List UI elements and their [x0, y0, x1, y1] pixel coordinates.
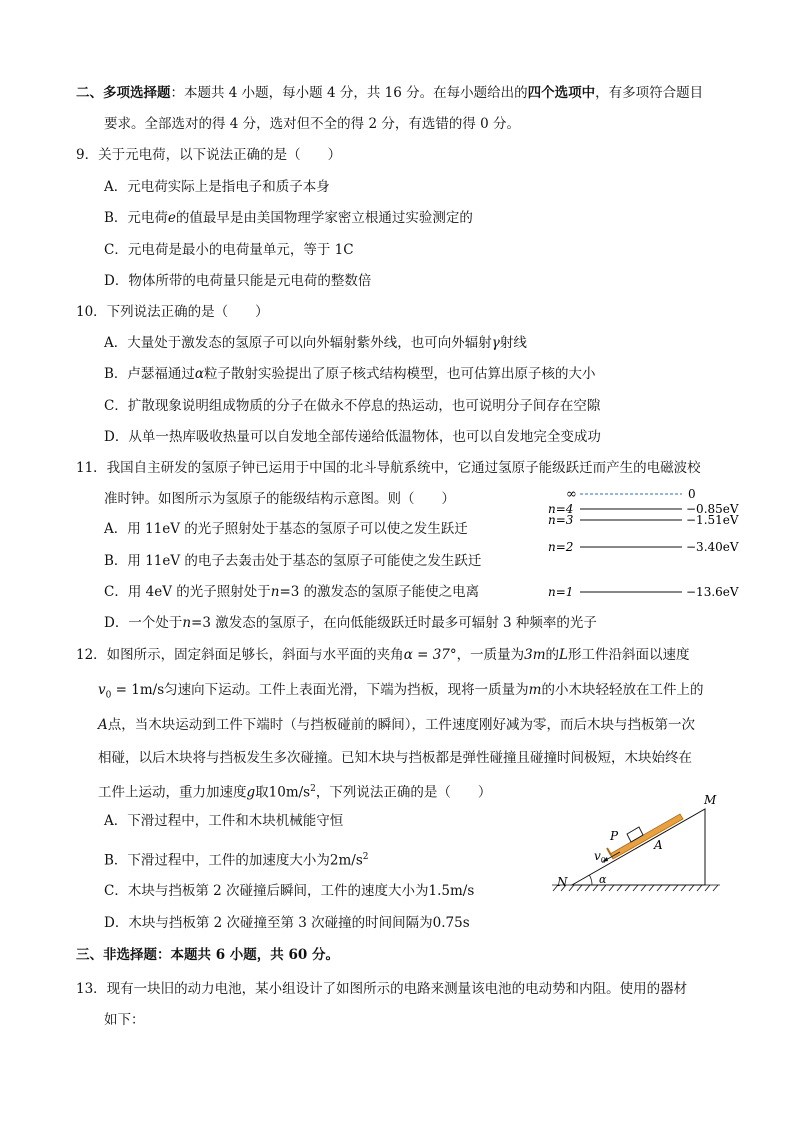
q12-stem-line3: A点，当木块运动到工件下端时（与挡板碰前的瞬间），工件速度刚好减为零，而后木块与挡板第一次	[98, 717, 695, 733]
level-n4-label: n=4	[548, 502, 574, 516]
infinity-label: ∞	[566, 487, 577, 502]
level-n1-label: n=1	[548, 585, 574, 599]
section2-heading: 二、多项选择题：本题共 4 小题，每小题 4 分，共 16 分。在每小题给出的四个选项中，有多项符合题目	[76, 85, 704, 101]
infinity-value: 0	[688, 487, 696, 501]
q13-stem-line2: 如下：	[104, 1012, 145, 1028]
q12-option-a: A．下滑过程中，工件和木块机械能守恒	[104, 813, 344, 829]
q9-option-a: A．元电荷实际上是指电子和质子本身	[104, 179, 330, 195]
level-n3-label: n=3	[548, 513, 574, 527]
q11-stem-line2: 准时钟。如图所示为氢原子的能级结构示意图。则（ ）	[104, 491, 455, 507]
q11-stem-line1: 11．我国自主研发的氢原子钟已运用于中国的北斗导航系统中，它通过氢原子能级跃迁而产生的电磁波校	[76, 460, 701, 476]
q12-stem-line1: 12．如图所示，固定斜面足够长，斜面与水平面的夹角α = 37°，一质量为3m的L形工件沿斜面以速度	[76, 647, 690, 663]
label-alpha: α	[599, 873, 607, 886]
q10-option-a: A．大量处于激发态的氢原子可以向外辐射紫外线，也可向外辐射γ射线	[104, 335, 527, 351]
q11-option-d: D．一个处于n=3 激发态的氢原子，在向低能级跃迁时最多可辐射 3 种频率的光子	[104, 615, 597, 631]
q11-option-a: A．用 11eV 的光子照射处于基态的氢原子可以使之发生跃迁	[104, 521, 468, 537]
label-P: P	[610, 829, 619, 843]
q12-stem-line4: 相碰，以后木块将与挡板发生多次碰撞。已知木块与挡板都是弹性碰撞且碰撞时间极短，木块始终在	[98, 750, 692, 766]
q12-stem-line2: $v_0 = 1m/s$匀速向下运动。工件上表面光滑，下端为挡板，现将一质量为m的小木块轻轻放在工件上的	[98, 682, 704, 701]
incline-diagram	[548, 792, 728, 900]
q9-option-b: B．元电荷e的值最早是由美国物理学家密立根通过实验测定的	[104, 210, 473, 226]
energy-level-diagram	[540, 484, 750, 604]
label-N: N	[557, 875, 568, 889]
q12-option-d: D．木块与挡板第 2 次碰撞至第 3 次碰撞的时间间隔为0.75s	[104, 915, 470, 931]
incline-slope	[572, 809, 705, 885]
label-v0: $v_0$	[594, 849, 606, 865]
l-shaped-workpiece	[610, 814, 683, 859]
level-n1-value: −13.6eV	[686, 585, 739, 599]
q9-option-d: D．物体所带的电荷量只能是元电荷的整数倍	[104, 273, 372, 289]
angle-arc	[589, 875, 592, 885]
q10-option-b: B．卢瑟福通过α粒子散射实验提出了原子核式结构模型，也可估算出原子核的大小	[104, 366, 596, 382]
q10-option-c: C．扩散现象说明组成物质的分子在做永不停息的热运动，也可说明分子间存在空隙	[104, 398, 601, 414]
q10-stem: 10．下列说法正确的是（ ）	[76, 304, 269, 320]
q11-option-c: C．用 4eV 的光子照射处于n=3 的激发态的氢原子能使之电离	[104, 584, 480, 600]
level-n4-value: −0.85eV	[686, 502, 739, 516]
q9-option-c: C．元电荷是最小的电荷量单元，等于 1C	[104, 242, 354, 258]
level-n2-label: n=2	[548, 540, 574, 554]
workpiece-baffle	[607, 848, 611, 855]
label-M: M	[704, 793, 717, 807]
q12-option-b: B．下滑过程中，工件的加速度大小为$2m/s^2$	[104, 852, 369, 869]
section2-intro-line2: 要求。全部选对的得 4 分，选对但不全的得 2 分，有选错的得 0 分。	[104, 116, 521, 132]
q12-stem-line5: 工件上运动，重力加速度g取$10m/s^2$，下列说法正确的是（ ）	[98, 784, 492, 801]
q10-option-d: D．从单一热库吸收热量可以自发地全部传递给低温物体，也可以自发地完全变成功	[104, 429, 601, 445]
ground-hatching	[552, 885, 720, 891]
q12-option-c: C．木块与挡板第 2 次碰撞后瞬间，工件的速度大小为1.5m/s	[104, 883, 475, 899]
q13-stem-line1: 13．现有一块旧的动力电池，某小组设计了如图所示的电路来测量该电池的电动势和内阻。使用的器材	[76, 981, 688, 997]
q11-option-b: B．用 11eV 的电子去轰击处于基态的氢原子可能使之发生跃迁	[104, 553, 482, 569]
label-A: A	[654, 838, 663, 852]
level-n2-value: −3.40eV	[686, 540, 739, 554]
q9-stem: 9．关于元电荷，以下说法正确的是（ ）	[76, 147, 342, 163]
section3-heading: 三、非选择题：本题共 6 小题，共 60 分。	[76, 947, 339, 963]
level-n3-value: −1.51eV	[686, 513, 739, 527]
